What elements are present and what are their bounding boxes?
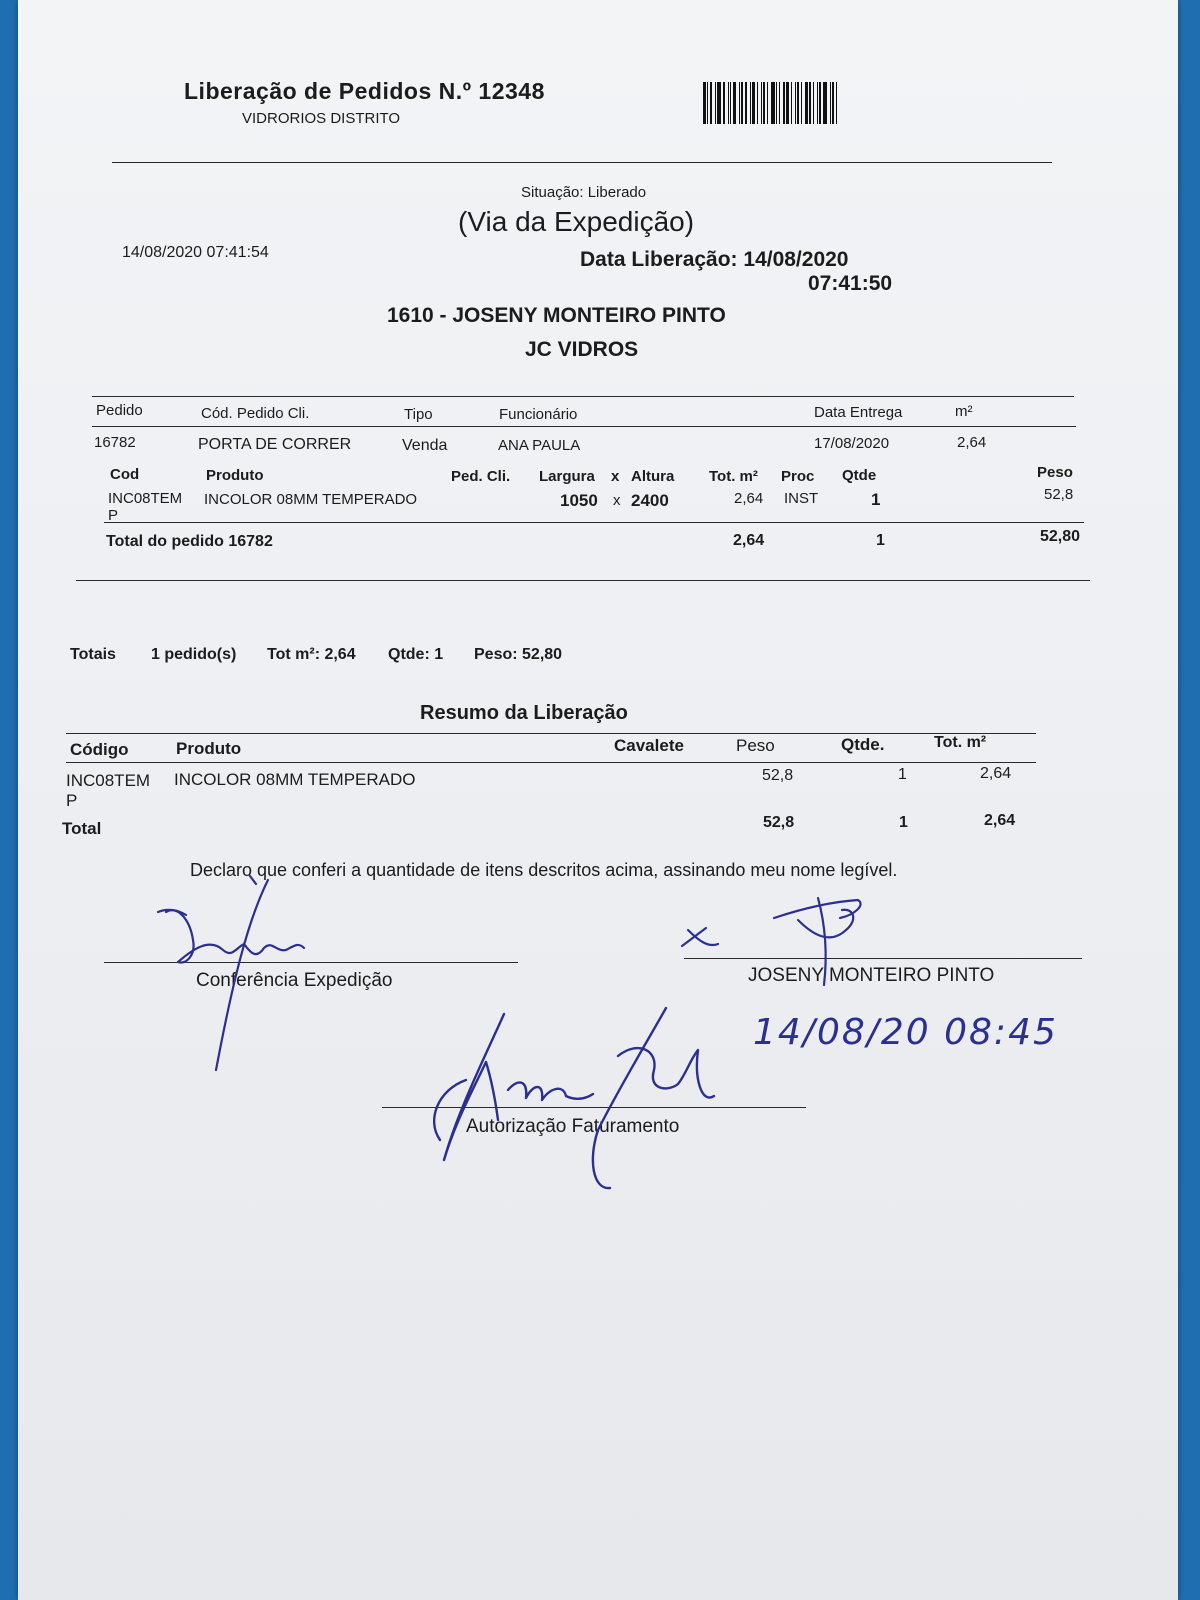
resumo-qtde: 1: [898, 766, 907, 783]
handwritten-signatures: [18, 0, 1178, 1250]
order-tipo: Venda: [402, 437, 448, 454]
item-col-tot-m2: Tot. m²: [709, 468, 758, 485]
item-col-proc: Proc: [781, 468, 815, 485]
item-cod-line2: P: [108, 507, 119, 524]
item-altura: 2400: [631, 491, 669, 510]
col-tipo: Tipo: [404, 406, 433, 423]
conferencia-label: Conferência Expedição: [196, 970, 393, 991]
autorizacao-signature: [434, 1008, 714, 1188]
item-x: x: [613, 492, 621, 509]
totais-qtde: Qtde: 1: [388, 646, 444, 663]
resumo-total-peso: 52,8: [763, 814, 795, 831]
resumo-col-tot-m2: Tot. m²: [934, 734, 987, 751]
autorizacao-label: Autorização Faturamento: [466, 1116, 680, 1137]
resumo-tot-m2: 2,64: [980, 765, 1012, 782]
resumo-title: Resumo da Liberação: [420, 702, 628, 724]
item-proc: INST: [784, 490, 819, 507]
order-data-entrega: 17/08/2020: [814, 435, 890, 452]
order-total-peso: 52,80: [1040, 528, 1081, 545]
item-qtde: 1: [871, 490, 881, 509]
col-m2: m²: [955, 403, 973, 420]
totais-label: Totais: [70, 646, 116, 663]
resumo-peso: 52,8: [762, 767, 794, 784]
col-data-entrega: Data Entrega: [814, 404, 903, 421]
item-cod-line1: INC08TEM: [108, 490, 183, 507]
client-company: JC VIDROS: [525, 338, 639, 361]
col-pedido: Pedido: [96, 402, 143, 419]
print-datetime: 14/08/2020 07:41:54: [122, 244, 269, 261]
order-total-qtde: 1: [876, 532, 885, 549]
client-signature-name: JOSENY MONTEIRO PINTO: [748, 965, 995, 986]
item-produto: INCOLOR 08MM TEMPERADO: [204, 491, 418, 508]
handwritten-date: 14/08/20 08:45: [753, 1012, 1058, 1053]
item-col-x: x: [611, 468, 620, 485]
col-funcionario: Funcionário: [499, 406, 578, 423]
order-total-label: Total do pedido 16782: [106, 533, 273, 550]
via-label: (Via da Expedição): [458, 206, 695, 237]
resumo-total-qtde: 1: [899, 814, 908, 831]
item-col-cod: Cod: [110, 466, 140, 483]
client-signature: [682, 898, 861, 985]
resumo-total-tot-m2: 2,64: [984, 812, 1016, 829]
item-col-altura: Altura: [631, 468, 675, 485]
resumo-col-peso: Peso: [736, 736, 775, 755]
order-funcionario: ANA PAULA: [498, 437, 581, 454]
totais-peso: Peso: 52,80: [474, 646, 563, 663]
item-peso: 52,8: [1044, 486, 1074, 503]
totais-m2: Tot m²: 2,64: [267, 646, 356, 663]
item-col-qtde: Qtde: [842, 467, 877, 484]
totais-pedidos: 1 pedido(s): [151, 646, 237, 663]
order-m2: 2,64: [957, 434, 987, 451]
resumo-codigo-line2: P: [66, 791, 78, 810]
declaration-text: Declaro que conferi a quantidade de itens descritos acima, assinando meu nome legível.: [190, 860, 898, 880]
company-name: VIDRORIOS DISTRITO: [242, 110, 401, 127]
document-title: Liberação de Pedidos N.º 12348: [184, 78, 545, 104]
resumo-col-codigo: Código: [70, 740, 129, 759]
resumo-col-produto: Produto: [176, 739, 242, 758]
order-pedido: 16782: [94, 434, 136, 451]
col-cod-pedido-cli: Cód. Pedido Cli.: [201, 405, 310, 422]
conferencia-signature: [158, 876, 304, 1070]
order-total-m2: 2,64: [733, 532, 765, 549]
situacao-label: Situação: Liberado: [521, 184, 647, 201]
resumo-col-qtde: Qtde.: [841, 735, 885, 754]
resumo-produto: INCOLOR 08MM TEMPERADO: [174, 770, 416, 789]
resumo-total-label: Total: [62, 819, 102, 838]
resumo-codigo-line1: INC08TEM: [66, 771, 151, 790]
item-largura: 1050: [560, 491, 598, 510]
data-liberacao-time: 07:41:50: [808, 272, 893, 295]
resumo-col-cavalete: Cavalete: [614, 736, 684, 755]
item-col-peso: Peso: [1037, 464, 1073, 481]
item-tot-m2: 2,64: [734, 490, 764, 507]
client-name: 1610 - JOSENY MONTEIRO PINTO: [387, 304, 726, 327]
data-liberacao: Data Liberação: 14/08/2020: [580, 248, 849, 271]
order-cod-pedido-cli: PORTA DE CORRER: [198, 436, 352, 453]
item-col-ped-cli: Ped. Cli.: [451, 468, 511, 485]
item-col-largura: Largura: [539, 468, 595, 485]
document-page: [18, 0, 1178, 1600]
item-col-produto: Produto: [206, 467, 264, 484]
